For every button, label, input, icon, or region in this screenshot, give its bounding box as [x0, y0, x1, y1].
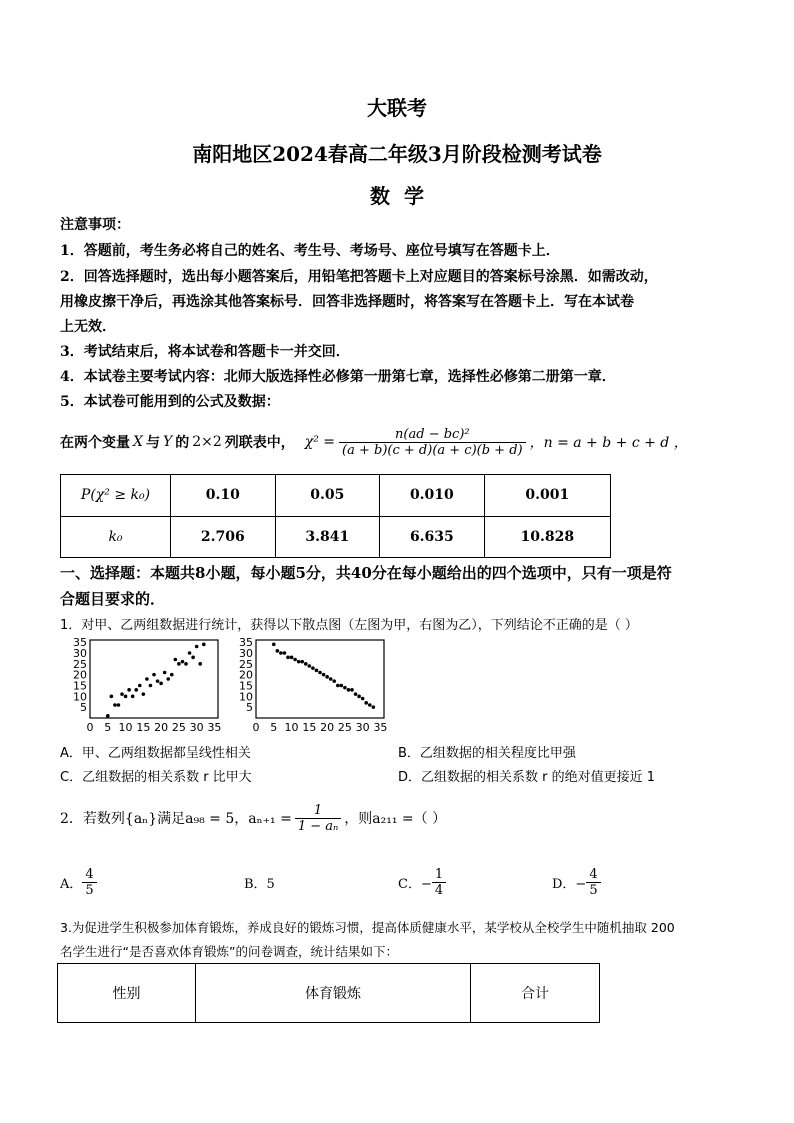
q2-option-d-frac [586, 867, 600, 898]
y-tick-label: 5 [80, 701, 87, 715]
scatter-point [293, 658, 297, 662]
table-cell: 0.05 [275, 475, 380, 517]
note-item: 3．考试结束后，将本试卷和答题卡一并交回． [60, 344, 350, 360]
scatter-point [340, 684, 344, 688]
scatter-point [368, 703, 372, 707]
x-tick-label: 5 [104, 721, 112, 734]
formula-of: 的 [175, 435, 190, 451]
q2-stem-a: 2．若数列{aₙ}满足a₉₈ = 5，aₙ₊₁ = [60, 811, 292, 827]
table-row [61, 516, 611, 558]
scatter-point [138, 684, 142, 688]
q2-option-d [552, 860, 601, 904]
scatter-point [361, 697, 365, 701]
scatter-plot-yi [232, 636, 392, 734]
q2-option-a-label: A． [60, 876, 83, 892]
y-tick-label: 20 [73, 668, 87, 682]
y-tick-label: 5 [246, 701, 253, 715]
frac-num: 4 [586, 867, 600, 883]
table-cell: 10.828 [484, 516, 610, 558]
plot-frame [90, 640, 218, 718]
scatter-point [170, 673, 174, 677]
scatter-point [286, 656, 290, 660]
frac-den: 5 [85, 882, 94, 898]
scatter-point [354, 692, 358, 696]
formula-prefix: 在两个变量 [60, 435, 130, 451]
x-tick-label: 20 [154, 721, 169, 734]
table-cell: 3.841 [275, 516, 380, 558]
x-tick-label: 15 [302, 721, 317, 734]
q3-stem-line2: 名学生进行“是否喜欢体育锻炼”的问卷调查，统计结果如下： [60, 944, 398, 959]
chi-square-formula [60, 420, 688, 464]
survey-table [57, 963, 600, 1023]
scatter-point [195, 645, 199, 649]
scatter-point [106, 714, 110, 718]
header-gender: 性别 [58, 964, 196, 1023]
q2-option-a [60, 860, 97, 904]
scatter-point [347, 688, 351, 692]
y-tick-label: 10 [73, 690, 87, 704]
scatter-point [372, 705, 376, 709]
scatter-point [336, 684, 340, 688]
exam-org-title: 大联考 [367, 96, 427, 120]
q2-option-a-frac [82, 867, 96, 898]
table-cell: 0.001 [484, 475, 610, 517]
table-size: 2×2 [192, 434, 222, 450]
q2-stem-b: ，则a₂₁₁ =（ ） [344, 811, 447, 827]
x-tick-label: 25 [337, 721, 352, 734]
subject-title: 数 学 [370, 184, 424, 208]
y-tick-label: 35 [239, 636, 253, 650]
scatter-point [304, 662, 308, 666]
x-tick-label: 5 [270, 721, 278, 734]
q2-fraction-num: 1 [295, 803, 341, 819]
scatter-point [113, 703, 117, 707]
y-tick-label: 15 [239, 679, 253, 693]
q2-option-c-label: C．− [398, 876, 432, 892]
q1-option-c: C．乙组数据的相关系数 r 比甲大 [60, 770, 252, 785]
scatter-point [149, 684, 153, 688]
frac-num: 4 [82, 867, 96, 883]
y-tick-label: 30 [239, 647, 253, 660]
q3-stem-line1: 3.为促进学生积极参加体育锻炼，养成良好的锻炼习惯，提高体质健康水平，某学校从全校学生中随机抽取 200 [60, 920, 675, 935]
chi-symbol: χ² = [304, 434, 336, 450]
scatter-point [325, 675, 329, 679]
table-cell: 0.10 [171, 475, 276, 517]
q1-stem: 1．对甲、乙两组数据进行统计，获得以下散点图（左图为甲，右图为乙），下列结论不正确的是（ ） [60, 618, 638, 633]
table-cell: 0.010 [380, 475, 485, 517]
x-tick-label: 35 [207, 721, 222, 734]
scatter-point [174, 658, 178, 662]
q1-option-d: D．乙组数据的相关系数 r 的绝对值更接近 1 [398, 770, 656, 785]
x-tick-label: 30 [355, 721, 370, 734]
y-tick-label: 35 [73, 636, 87, 650]
x-tick-label: 25 [171, 721, 186, 734]
x-tick-label: 20 [320, 721, 335, 734]
p-header-cell: P(χ² ≥ k₀) [61, 475, 171, 517]
note-item: 4．本试卷主要考试内容：北师大版选择性必修第一册第七章，选择性必修第二册第一章． [60, 369, 616, 385]
scatter-point [364, 701, 368, 705]
variable-y: Y [162, 434, 173, 450]
chi-numerator: n(ad − bc)² [339, 427, 526, 443]
frac-den: 4 [434, 882, 444, 898]
critical-value-table [60, 474, 611, 558]
scatter-point [329, 677, 333, 681]
scatter-point [343, 686, 347, 690]
scatter-point [188, 651, 192, 655]
scatter-point [117, 703, 121, 707]
table-cell: 2.706 [171, 516, 276, 558]
section-heading: 一、选择题：本题共8小题，每小题5分，共40分在每小题给出的四个选项中，只有一项是符 [60, 564, 672, 582]
n-definition: ，n = a + b + c + d ， [529, 435, 688, 451]
q2-option-c-frac [432, 867, 446, 898]
table-row [58, 964, 600, 1023]
scatter-point [276, 649, 280, 653]
scatter-point [272, 643, 276, 647]
scatter-point [283, 651, 287, 655]
scatter-point [184, 662, 188, 666]
scatter-point [120, 692, 124, 696]
scatter-point [279, 651, 283, 655]
notes-heading: 注意事项： [60, 217, 130, 233]
frac-den: 5 [589, 882, 598, 898]
x-tick-label: 10 [118, 721, 133, 734]
scatter-point [300, 660, 304, 664]
x-tick-label: 35 [373, 721, 388, 734]
y-tick-label: 25 [73, 657, 87, 671]
scatter-point [134, 688, 138, 692]
scatter-point [177, 662, 181, 666]
y-tick-label: 15 [73, 679, 87, 693]
q2-fraction-den: 1 − aₙ [297, 818, 339, 834]
scatter-point [127, 688, 131, 692]
scatter-point [156, 679, 160, 683]
scatter-point [318, 671, 322, 675]
q1-option-a: A．甲、乙两组数据都呈线性相关 [60, 746, 251, 761]
section-heading-cont: 合题目要求的． [60, 590, 166, 608]
scatter-point [311, 666, 315, 670]
scatter-point [142, 692, 146, 696]
scatter-point [350, 688, 354, 692]
header-total: 合计 [471, 964, 600, 1023]
scatter-point [159, 682, 163, 686]
y-tick-label: 20 [239, 668, 253, 682]
x-tick-label: 0 [86, 721, 94, 734]
x-tick-label: 30 [189, 721, 204, 734]
scatter-point [332, 679, 336, 683]
scatter-point [181, 660, 185, 664]
q2-option-d-label: D．− [552, 876, 587, 892]
scatter-point [308, 664, 312, 668]
y-tick-label: 25 [239, 657, 253, 671]
y-tick-label: 10 [239, 690, 253, 704]
scatter-point [357, 695, 361, 699]
scatter-point [145, 677, 149, 681]
chi-square-fraction [339, 427, 526, 458]
scatter-point [131, 695, 135, 699]
scatter-point [191, 656, 195, 660]
scatter-point [152, 673, 156, 677]
scatter-point [315, 669, 319, 673]
note-item: 1．答题前，考生务必将自己的姓名、考生号、考场号、座位号填写在答题卡上． [60, 243, 560, 259]
table-cell: 6.635 [380, 516, 485, 558]
header-exercise: 体育锻炼 [196, 964, 471, 1023]
note-item: 上无效． [60, 319, 116, 335]
q2-option-c [398, 860, 446, 904]
plot-frame [256, 640, 384, 718]
scatter-plot-jia [66, 636, 226, 734]
formula-table-word: 列联表中， [224, 435, 295, 451]
q2-stem [60, 796, 446, 840]
table-row [61, 475, 611, 517]
scatter-point [290, 656, 294, 660]
x-tick-label: 15 [136, 721, 151, 734]
scatter-point [198, 662, 202, 666]
scatter-point [202, 643, 206, 647]
scatter-point [163, 671, 167, 675]
frac-num: 1 [432, 867, 446, 883]
q2-option-b-label: B．5 [244, 876, 275, 892]
k-header-cell: k₀ [61, 516, 171, 558]
scatter-point [322, 673, 326, 677]
scatter-point [297, 660, 301, 664]
note-item: 2．回答选择题时，选出每小题答案后，用铅笔把答题卡上对应题目的答案标号涂黑．如需改动， [60, 269, 658, 285]
x-tick-label: 0 [252, 721, 260, 734]
q1-option-b: B．乙组数据的相关程度比甲强 [398, 746, 576, 761]
exam-title: 南阳地区2024春高二年级3月阶段检测考试卷 [192, 142, 602, 166]
q2-fraction [295, 803, 341, 834]
chi-denominator: (a + b)(c + d)(a + c)(b + d) [342, 442, 523, 458]
scatter-point [166, 677, 170, 681]
note-item: 用橡皮擦干净后，再选涂其他答案标号．回答非选择题时，将答案写在答题卡上．写在本试卷 [60, 294, 634, 310]
y-tick-label: 30 [73, 647, 87, 660]
formula-and: 与 [145, 435, 160, 451]
scatter-point [110, 695, 114, 699]
q2-option-b [244, 860, 275, 904]
note-item: 5．本试卷可能用到的公式及数据： [60, 394, 280, 410]
variable-x: X [133, 434, 143, 450]
x-tick-label: 10 [284, 721, 299, 734]
scatter-point [124, 695, 128, 699]
